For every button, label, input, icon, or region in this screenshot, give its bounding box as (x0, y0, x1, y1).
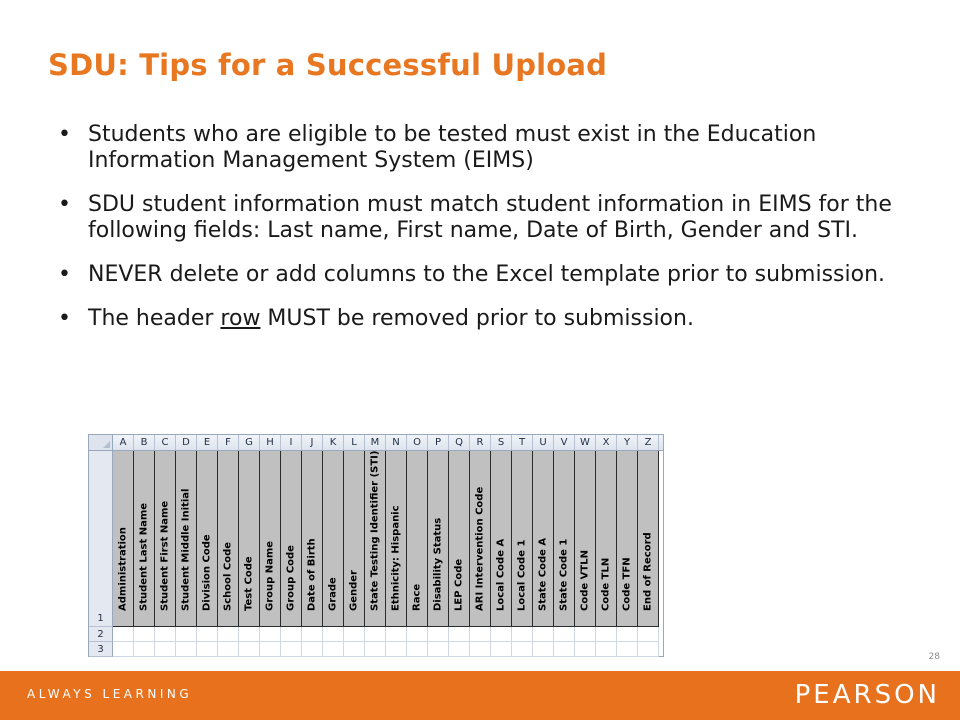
empty-cell (533, 627, 554, 642)
header-cell (344, 451, 365, 627)
empty-cell (407, 627, 428, 642)
column-letter: A (113, 435, 134, 450)
header-cell (365, 451, 386, 627)
empty-cell (176, 627, 197, 642)
row-number: 2 (89, 627, 113, 642)
header-cell (533, 451, 554, 627)
row-number: 1 (89, 451, 113, 627)
footer-tagline: ALWAYS LEARNING (27, 687, 193, 701)
header-cell-label: Student Middle Initial (180, 488, 192, 611)
header-cell (638, 451, 659, 627)
header-cell (491, 451, 512, 627)
empty-cell (155, 627, 176, 642)
bullet-text: NEVER delete or add columns to the Excel template prior to submission. (88, 262, 886, 287)
empty-cell (575, 627, 596, 642)
empty-cell (239, 627, 260, 642)
column-letter: Q (449, 435, 470, 450)
empty-cell (365, 642, 386, 657)
header-cell (302, 451, 323, 627)
empty-cell (260, 642, 281, 657)
empty-cell (386, 642, 407, 657)
empty-cell (617, 642, 638, 657)
empty-cell (197, 642, 218, 657)
header-cell (386, 451, 407, 627)
empty-cell (491, 627, 512, 642)
brand-logo: PEARSON (794, 680, 940, 710)
empty-cell (344, 642, 365, 657)
page-number: 28 (928, 652, 940, 662)
header-cell-label: Administration (117, 527, 129, 611)
header-cell-label: Grade (327, 577, 339, 611)
header-cell-label: Gender (348, 570, 360, 611)
empty-cell (470, 627, 491, 642)
header-cell (617, 451, 638, 627)
bullet-dot-icon: • (58, 262, 71, 287)
column-letter: N (386, 435, 407, 450)
header-cell (155, 451, 176, 627)
header-cell-label: Code TLN (600, 557, 612, 611)
empty-cell (449, 627, 470, 642)
header-cell (218, 451, 239, 627)
header-cell-label: Test Code (243, 556, 255, 611)
header-cell-label: ARI Intervention Code (474, 486, 486, 611)
column-letter: M (365, 435, 386, 450)
empty-cell (428, 642, 449, 657)
bullet-dot-icon: • (58, 306, 71, 331)
header-cell (407, 451, 428, 627)
bullet-item (58, 262, 918, 288)
header-cell-label: State Code A (537, 537, 549, 611)
empty-cell (113, 642, 134, 657)
column-letter: X (596, 435, 617, 450)
header-cell-label: Division Code (201, 534, 213, 611)
header-cell-label: School Code (222, 541, 234, 611)
column-letter: P (428, 435, 449, 450)
empty-cell (638, 642, 659, 657)
bullet-text: SDU student information must match student information in EIMS for the following fields: Last name, First name, Date of Birth, Gender and STI. (88, 192, 892, 243)
header-cell-label: Date of Birth (306, 538, 318, 611)
header-cell-label: Local Code 1 (516, 539, 528, 611)
column-letter: C (155, 435, 176, 450)
header-cell-label: Group Code (285, 545, 297, 611)
empty-cell (575, 642, 596, 657)
bullet-item (58, 122, 918, 174)
header-cell-label: Race (411, 583, 423, 611)
column-letter: B (134, 435, 155, 450)
column-letter: T (512, 435, 533, 450)
bullet-item (58, 306, 918, 332)
header-cell-label: End of Record (642, 532, 654, 611)
empty-cell (596, 627, 617, 642)
header-cell (281, 451, 302, 627)
empty-cell (344, 627, 365, 642)
column-letter: E (197, 435, 218, 450)
header-cell-label: LEP Code (453, 558, 465, 611)
empty-cell (302, 642, 323, 657)
header-cell-label: Code TFN (621, 557, 633, 611)
empty-cell (323, 642, 344, 657)
bullet-text-post: MUST be removed prior to submission. (260, 306, 694, 331)
header-cell (260, 451, 281, 627)
column-letter: K (323, 435, 344, 450)
empty-cell (197, 627, 218, 642)
column-letter: H (260, 435, 281, 450)
header-cell (449, 451, 470, 627)
bullet-text-pre: The header (88, 306, 221, 331)
bullet-text-underlined: row (220, 306, 261, 331)
header-cell-label: Student Last Name (138, 502, 150, 611)
empty-cell (491, 642, 512, 657)
empty-cell (176, 642, 197, 657)
empty-cell (554, 627, 575, 642)
empty-cell (428, 627, 449, 642)
column-letter: R (470, 435, 491, 450)
column-letter: U (533, 435, 554, 450)
header-cell (197, 451, 218, 627)
empty-cell (617, 627, 638, 642)
empty-cell (449, 642, 470, 657)
bullet-dot-icon: • (58, 192, 71, 217)
empty-cell (512, 627, 533, 642)
header-cell-label: Local Code A (495, 538, 507, 611)
empty-cell (134, 642, 155, 657)
footer-bar (0, 671, 960, 720)
header-cell (470, 451, 491, 627)
column-letter: O (407, 435, 428, 450)
empty-cell (512, 642, 533, 657)
header-cell (575, 451, 596, 627)
column-letter: W (575, 435, 596, 450)
column-letter: Z (638, 435, 659, 450)
column-letter: D (176, 435, 197, 450)
empty-cell (260, 627, 281, 642)
empty-cell (533, 642, 554, 657)
bullet-list (58, 122, 918, 350)
row-number: 3 (89, 642, 113, 657)
empty-cell (218, 642, 239, 657)
header-cell (554, 451, 575, 627)
header-cell-label: State Code 1 (558, 538, 570, 611)
column-letter: I (281, 435, 302, 450)
column-letter: Y (617, 435, 638, 450)
empty-cell (470, 642, 491, 657)
column-letter: F (218, 435, 239, 450)
empty-cell (155, 642, 176, 657)
column-letter: L (344, 435, 365, 450)
spreadsheet-image (88, 434, 664, 657)
header-cell (596, 451, 617, 627)
empty-cell (407, 642, 428, 657)
bullet-item (58, 192, 918, 244)
empty-cell (302, 627, 323, 642)
header-cell (323, 451, 344, 627)
header-cell-label: Group Name (264, 540, 276, 611)
empty-cell (638, 627, 659, 642)
slide-title: SDU: Tips for a Successful Upload (48, 48, 608, 82)
bullet-dot-icon: • (58, 122, 71, 147)
empty-cell (596, 642, 617, 657)
column-letter: V (554, 435, 575, 450)
header-cell (239, 451, 260, 627)
empty-cell (386, 627, 407, 642)
bullet-text: Students who are eligible to be tested must exist in the Education Information Management System (EIMS) (88, 122, 817, 173)
empty-cell (281, 642, 302, 657)
header-cell (428, 451, 449, 627)
header-cell (176, 451, 197, 627)
empty-cell (218, 627, 239, 642)
header-cell-label: Disability Status (432, 517, 444, 611)
column-letter: S (491, 435, 512, 450)
empty-cell (134, 627, 155, 642)
empty-cell (554, 642, 575, 657)
select-all-corner (89, 435, 113, 450)
empty-cell (113, 627, 134, 642)
column-letter: G (239, 435, 260, 450)
header-cell-label: State Testing Identifier (STI) (369, 450, 381, 611)
empty-cell (281, 627, 302, 642)
header-cell-label: Code VTLN (579, 550, 591, 611)
empty-cell (323, 627, 344, 642)
empty-cell (365, 627, 386, 642)
empty-cell (239, 642, 260, 657)
header-cell-label: Student First Name (159, 500, 171, 611)
header-cell-label: Ethnicity: Hispanic (390, 505, 402, 611)
header-cell (512, 451, 533, 627)
header-cell (113, 451, 134, 627)
header-cell (134, 451, 155, 627)
column-letter: J (302, 435, 323, 450)
